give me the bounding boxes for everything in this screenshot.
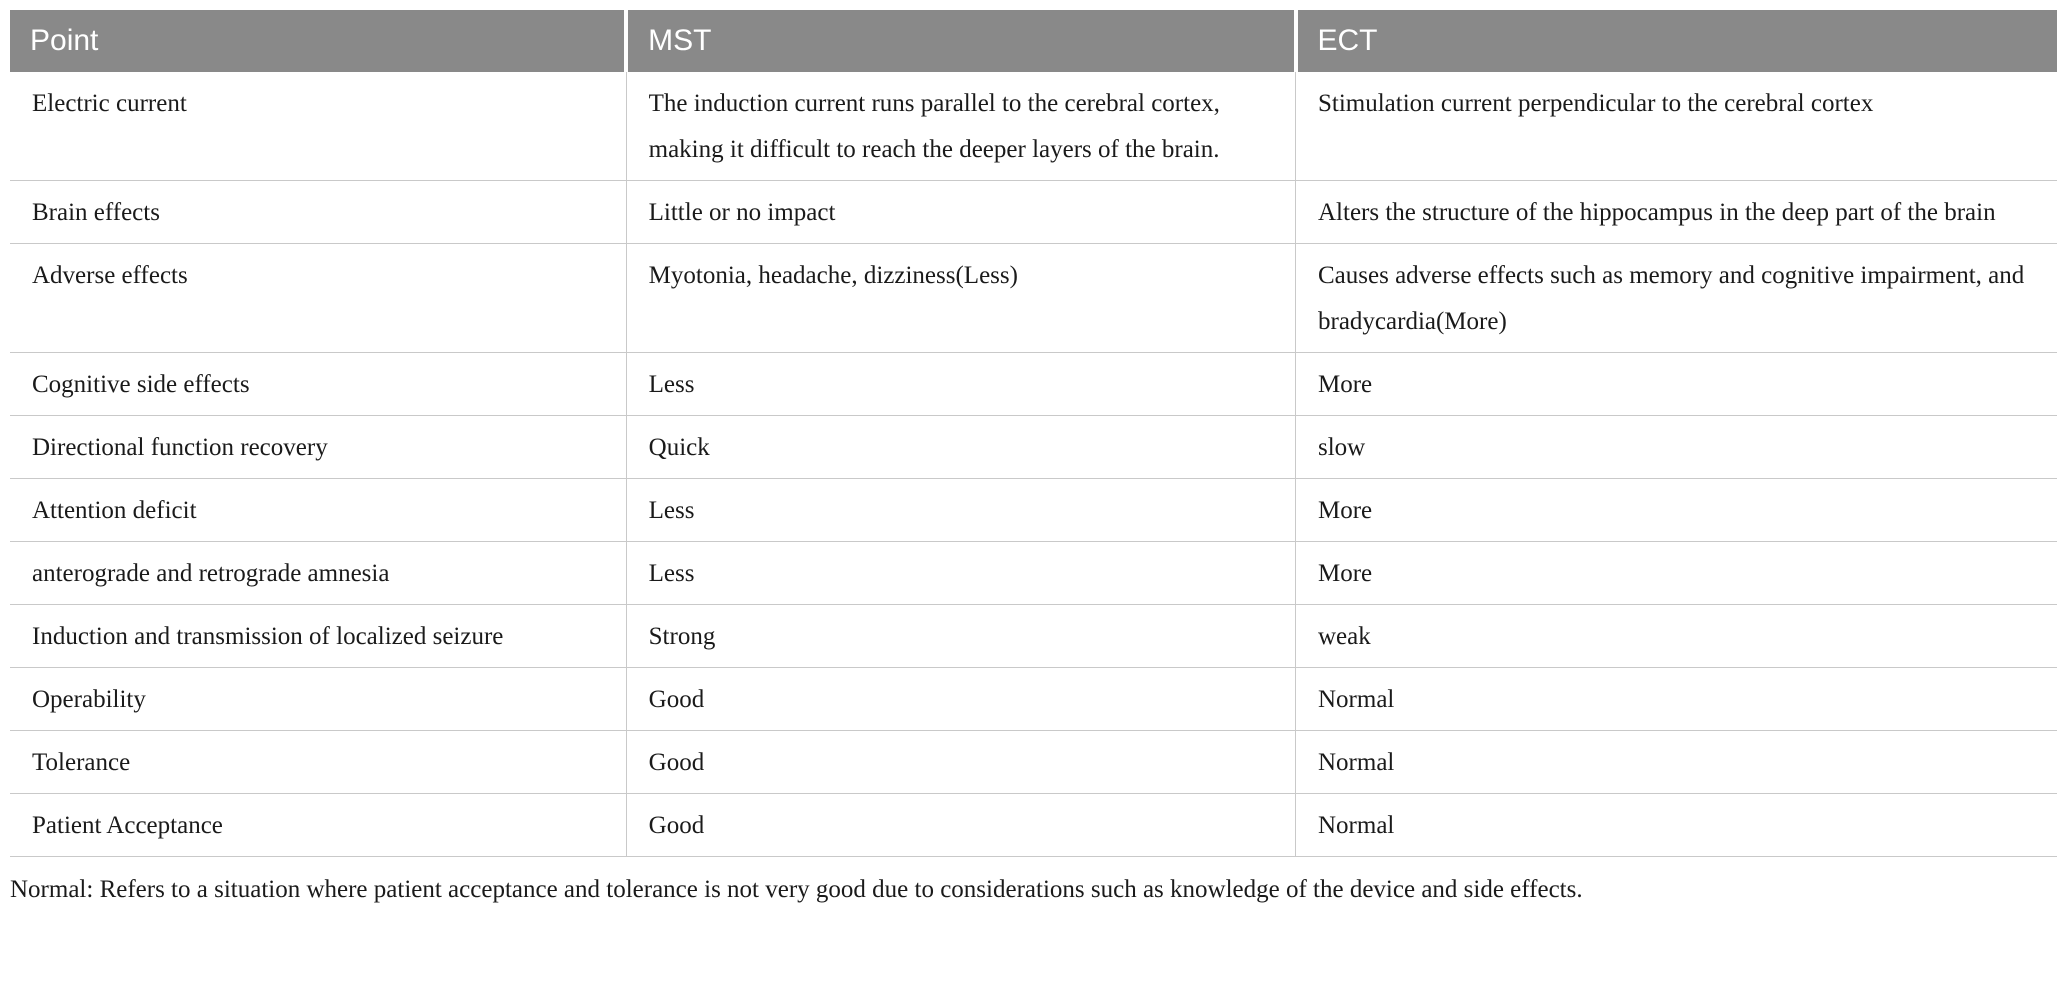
cell-point: Electric current [10, 72, 626, 181]
cell-point: Adverse effects [10, 244, 626, 353]
cell-mst: The induction current runs parallel to the cerebral cortex, making it difficult to reach the deeper layers of the brain. [626, 72, 1295, 181]
cell-point: Attention deficit [10, 479, 626, 542]
table-row [10, 181, 2057, 244]
header-cell-mst: MST [626, 10, 1295, 72]
cell-mst: Little or no impact [626, 181, 1295, 244]
cell-point: Operability [10, 668, 626, 731]
cell-mst: Less [626, 479, 1295, 542]
cell-ect: Alters the structure of the hippocampus in the deep part of the brain [1296, 181, 2058, 244]
header-cell-ect: ECT [1296, 10, 2058, 72]
cell-ect: weak [1296, 605, 2058, 668]
cell-mst: Less [626, 542, 1295, 605]
table-row [10, 353, 2057, 416]
header-cell-point: Point [10, 10, 626, 72]
table-row [10, 479, 2057, 542]
cell-ect: Stimulation current perpendicular to the cerebral cortex [1296, 72, 2058, 181]
cell-point: Tolerance [10, 731, 626, 794]
cell-mst: Less [626, 353, 1295, 416]
table-row [10, 794, 2057, 857]
cell-point: Induction and transmission of localized seizure [10, 605, 626, 668]
comparison-table [10, 10, 2057, 857]
cell-ect: More [1296, 479, 2058, 542]
table-row [10, 731, 2057, 794]
cell-ect: Causes adverse effects such as memory and cognitive impairment, and bradycardia(More) [1296, 244, 2058, 353]
table-header-row [10, 10, 2057, 72]
cell-mst: Quick [626, 416, 1295, 479]
table-footnote: Normal: Refers to a situation where patient acceptance and tolerance is not very good due to considerations such as knowledge of the device and side effects. [10, 876, 1583, 903]
cell-ect: Normal [1296, 731, 2058, 794]
cell-point: Cognitive side effects [10, 353, 626, 416]
cell-ect: slow [1296, 416, 2058, 479]
cell-ect: Normal [1296, 668, 2058, 731]
table-row [10, 605, 2057, 668]
cell-ect: Normal [1296, 794, 2058, 857]
table-row [10, 416, 2057, 479]
cell-mst: Strong [626, 605, 1295, 668]
table-row [10, 542, 2057, 605]
table-row [10, 244, 2057, 353]
table-row [10, 668, 2057, 731]
cell-point: Patient Acceptance [10, 794, 626, 857]
cell-mst: Good [626, 668, 1295, 731]
table-row [10, 72, 2057, 181]
cell-mst: Good [626, 794, 1295, 857]
cell-mst: Good [626, 731, 1295, 794]
cell-ect: More [1296, 353, 2058, 416]
cell-mst: Myotonia, headache, dizziness(Less) [626, 244, 1295, 353]
cell-ect: More [1296, 542, 2058, 605]
cell-point: Directional function recovery [10, 416, 626, 479]
cell-point: Brain effects [10, 181, 626, 244]
cell-point: anterograde and retrograde amnesia [10, 542, 626, 605]
